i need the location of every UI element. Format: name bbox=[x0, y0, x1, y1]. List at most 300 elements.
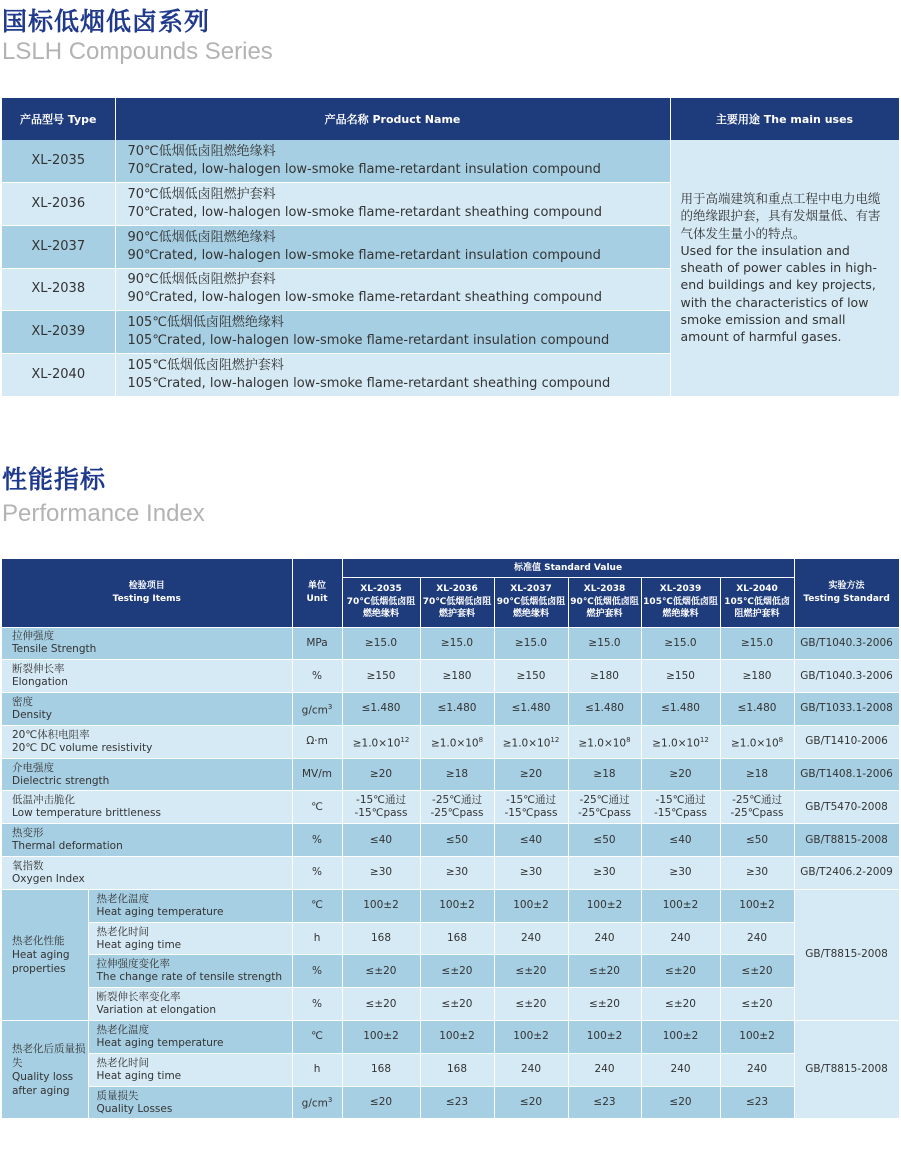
value-text: ≤20 bbox=[519, 1096, 543, 1109]
value-cell bbox=[420, 988, 494, 1021]
value-text: ≥1.0×10 bbox=[352, 737, 401, 750]
performance-row bbox=[2, 857, 899, 890]
value-cell bbox=[568, 922, 641, 955]
value-text: ≥18 bbox=[445, 768, 469, 781]
value-cell bbox=[494, 824, 568, 857]
value-cell bbox=[420, 627, 494, 660]
product-name bbox=[115, 311, 670, 354]
value-text: ≤±20 bbox=[589, 964, 620, 977]
value-cell bbox=[641, 758, 720, 791]
value-text: -25℃通过 bbox=[579, 794, 630, 807]
testing-item-cn: 氧指数 bbox=[12, 859, 44, 872]
value-text: ≤±20 bbox=[441, 964, 473, 977]
value-text: ≤20 bbox=[369, 1096, 393, 1109]
header-testing-items bbox=[2, 559, 292, 627]
testing-item bbox=[2, 725, 292, 758]
unit-cell bbox=[292, 889, 342, 922]
value-cell bbox=[568, 725, 641, 758]
value-text: 240 bbox=[670, 932, 691, 945]
testing-item-cn: 断裂伸长率 bbox=[12, 663, 65, 676]
unit-cell bbox=[292, 660, 342, 693]
value-cell bbox=[720, 1086, 794, 1119]
value-text: ≥30 bbox=[445, 866, 469, 879]
testing-subitem-en: The change rate of tensile strength bbox=[96, 971, 283, 984]
product-name-en: 70℃rated, low-halogen low-smoke flame-retardant sheathing compound bbox=[127, 205, 602, 221]
value-cell bbox=[342, 1021, 420, 1054]
value-text: ≤40 bbox=[669, 833, 692, 846]
value-cell bbox=[494, 1086, 568, 1119]
value-cell bbox=[568, 889, 641, 922]
value-cell bbox=[420, 725, 494, 758]
value-cell bbox=[641, 1053, 720, 1086]
performance-table bbox=[2, 559, 900, 1119]
value-cell bbox=[342, 725, 420, 758]
unit-text: MPa bbox=[306, 636, 328, 649]
value-text: 100±2 bbox=[662, 899, 699, 912]
group-label-cn: 热老化后质量损失 bbox=[12, 1042, 86, 1069]
value-cell bbox=[342, 791, 420, 824]
header-model-code: XL-2040 bbox=[736, 584, 778, 595]
testing-subitem bbox=[88, 1053, 292, 1086]
performance-row bbox=[2, 693, 899, 726]
value-text: 240 bbox=[670, 1063, 691, 1076]
testing-subitem-en: Variation at elongation bbox=[96, 1004, 216, 1017]
testing-subitem-en: Heat aging temperature bbox=[96, 1036, 224, 1049]
value-text: ≥15.0 bbox=[364, 636, 398, 649]
performance-row bbox=[2, 758, 899, 791]
value-cell bbox=[720, 857, 794, 890]
testing-subitem-cn: 热老化时间 bbox=[96, 1056, 149, 1069]
unit-cell bbox=[292, 988, 342, 1021]
value-text: ≥30 bbox=[593, 866, 616, 879]
testing-standard: GB/T2406.2-2009 bbox=[794, 857, 899, 890]
header-testing-standard-cn: 实验方法 bbox=[828, 581, 865, 592]
value-text: 100±2 bbox=[513, 1030, 549, 1043]
value-cell bbox=[641, 988, 720, 1021]
value-cell bbox=[342, 693, 420, 726]
value-cell bbox=[568, 988, 641, 1021]
product-type: XL-2039 bbox=[2, 311, 115, 354]
performance-title-en: Performance Index bbox=[2, 500, 205, 527]
value-cell bbox=[568, 660, 641, 693]
testing-subitem-cn: 热老化时间 bbox=[96, 925, 149, 938]
unit-superscript: 3 bbox=[327, 1096, 333, 1105]
testing-subitem-cn: 断裂伸长率变化率 bbox=[96, 991, 181, 1004]
value-text: ≥20 bbox=[369, 768, 393, 781]
value-cell bbox=[641, 955, 720, 988]
value-cell bbox=[342, 857, 420, 890]
value-cell bbox=[568, 693, 641, 726]
value-text: ≥15.0 bbox=[514, 636, 548, 649]
testing-item bbox=[2, 660, 292, 693]
value-cell bbox=[720, 889, 794, 922]
testing-item-en: Tensile Strength bbox=[12, 643, 97, 656]
header-model-desc: 105℃低烟低卤阻燃护套料 bbox=[724, 596, 790, 620]
performance-title-cn: 性能指标 bbox=[2, 465, 107, 494]
product-name bbox=[115, 268, 670, 311]
value-text: ≥20 bbox=[519, 768, 543, 781]
value-text: -15℃通过 bbox=[356, 794, 406, 807]
value-cell bbox=[420, 660, 494, 693]
value-text-en: -25℃pass bbox=[730, 807, 784, 820]
main-uses-en: Used for the insulation and sheath of power cables in high-end buildings and key projects, with the characteristics of low smoke emission and small amount of harmful gases. bbox=[680, 242, 877, 345]
value-text: ≥150 bbox=[366, 669, 396, 682]
value-text: ≥15.0 bbox=[740, 636, 774, 649]
unit-cell bbox=[292, 1086, 342, 1119]
value-text: ≥180 bbox=[442, 669, 472, 682]
testing-item-en: Oxygen Index bbox=[12, 872, 85, 885]
group-label bbox=[2, 1021, 88, 1119]
product-name-cn: 105℃低烟低卤阻燃绝缘料 bbox=[127, 315, 284, 331]
value-text: ≥1.0×10 bbox=[430, 737, 479, 750]
testing-item-cn: 低温冲击脆化 bbox=[12, 794, 75, 807]
value-text: ≤23 bbox=[745, 1096, 769, 1109]
value-text: ≤50 bbox=[593, 833, 616, 846]
product-name bbox=[115, 183, 670, 226]
testing-subitem-cn: 质量损失 bbox=[96, 1089, 139, 1102]
value-cell bbox=[641, 1086, 720, 1119]
value-cell bbox=[342, 824, 420, 857]
header-unit bbox=[292, 559, 342, 627]
testing-item-cn: 拉伸强度 bbox=[12, 630, 54, 643]
header-testing-items-en: Testing Items bbox=[112, 593, 181, 604]
section-title-cn: 国标低烟低卤系列 bbox=[2, 7, 211, 36]
header-unit-cn: 单位 bbox=[308, 581, 327, 592]
value-text: 240 bbox=[747, 932, 768, 945]
unit-text: % bbox=[312, 997, 322, 1010]
value-text: ≤±20 bbox=[365, 997, 397, 1010]
value-text: ≥18 bbox=[745, 768, 769, 781]
testing-item-en: Thermal deformation bbox=[12, 840, 123, 853]
header-type: 产品型号 Type bbox=[2, 98, 115, 140]
value-exponent: 12 bbox=[550, 735, 560, 744]
unit-text: h bbox=[313, 1063, 321, 1076]
value-cell bbox=[420, 1086, 494, 1119]
value-cell bbox=[494, 922, 568, 955]
value-text: ≤23 bbox=[593, 1096, 616, 1109]
product-type: XL-2037 bbox=[2, 225, 115, 268]
performance-group-row bbox=[2, 1086, 899, 1119]
value-cell bbox=[568, 1021, 641, 1054]
value-cell bbox=[720, 1021, 794, 1054]
value-text: 100±2 bbox=[363, 1030, 399, 1043]
performance-row bbox=[2, 627, 899, 660]
unit-cell bbox=[292, 725, 342, 758]
value-text: 100±2 bbox=[363, 899, 399, 912]
product-name-cn: 90℃低烟低卤阻燃护套料 bbox=[127, 272, 276, 288]
performance-group-row bbox=[2, 988, 899, 1021]
unit-text: % bbox=[312, 866, 322, 879]
value-cell bbox=[568, 824, 641, 857]
value-text: ≤1.480 bbox=[661, 702, 700, 715]
product-type: XL-2038 bbox=[2, 268, 115, 311]
performance-group-row bbox=[2, 889, 899, 922]
testing-item-en: Dielectric strength bbox=[12, 774, 110, 787]
value-text-en: -15℃pass bbox=[354, 807, 408, 820]
product-name bbox=[115, 225, 670, 268]
value-cell bbox=[720, 693, 794, 726]
value-cell bbox=[342, 922, 420, 955]
group-label-cn: 热老化性能 bbox=[12, 934, 65, 947]
value-cell bbox=[342, 988, 420, 1021]
value-cell bbox=[420, 857, 494, 890]
testing-item bbox=[2, 693, 292, 726]
value-cell bbox=[420, 922, 494, 955]
value-text: 100±2 bbox=[739, 1030, 775, 1043]
testing-standard: GB/T1040.3-2006 bbox=[794, 627, 899, 660]
value-cell bbox=[720, 988, 794, 1021]
testing-subitem-en: Heat aging time bbox=[96, 1069, 182, 1082]
unit-text: h bbox=[313, 932, 321, 945]
value-cell bbox=[494, 1021, 568, 1054]
header-model-code: XL-2038 bbox=[583, 584, 626, 595]
value-text: ≤50 bbox=[445, 833, 469, 846]
header-testing-standard-en: Testing Standard bbox=[803, 593, 890, 604]
testing-subitem-en: Heat aging time bbox=[96, 938, 182, 951]
value-text-en: -25℃pass bbox=[578, 807, 631, 820]
main-uses-cell bbox=[670, 140, 899, 396]
unit-text: % bbox=[312, 964, 322, 977]
value-text: 100±2 bbox=[586, 899, 623, 912]
value-text: ≥18 bbox=[593, 768, 616, 781]
testing-subitem-cn: 热老化温度 bbox=[96, 892, 149, 905]
testing-item bbox=[2, 857, 292, 890]
header-testing-items-cn: 检验项目 bbox=[128, 581, 165, 592]
product-name-en: 105℃rated, low-halogen low-smoke flame-retardant insulation compound bbox=[127, 333, 610, 349]
testing-standard: GB/T1033.1-2008 bbox=[794, 693, 899, 726]
value-exponent: 12 bbox=[699, 735, 709, 744]
main-uses-cn: 用于高端建筑和重点工程中电力电缆的绝缘跟护套，具有发烟量低、有害气体发生量小的特点。 bbox=[680, 190, 881, 241]
value-cell bbox=[342, 955, 420, 988]
testing-item bbox=[2, 627, 292, 660]
group-testing-standard: GB/T8815-2008 bbox=[794, 1021, 899, 1119]
value-text-en: -25℃pass bbox=[430, 807, 484, 820]
testing-standard: GB/T8815-2008 bbox=[794, 824, 899, 857]
value-text-en: -15℃pass bbox=[654, 807, 707, 820]
value-text: ≥1.0×10 bbox=[502, 737, 551, 750]
value-text: ≤20 bbox=[669, 1096, 692, 1109]
header-model-code: XL-2035 bbox=[360, 584, 402, 595]
value-cell bbox=[720, 1053, 794, 1086]
value-text: 100±2 bbox=[439, 899, 475, 912]
performance-group-row bbox=[2, 1053, 899, 1086]
unit-text: g/cm bbox=[301, 704, 328, 717]
value-text: -25℃通过 bbox=[732, 794, 783, 807]
header-model-desc: 105℃低烟低卤阻燃绝缘料 bbox=[643, 596, 718, 620]
value-cell bbox=[420, 791, 494, 824]
value-text: ≥150 bbox=[516, 669, 546, 682]
testing-subitem bbox=[88, 988, 292, 1021]
performance-group-row bbox=[2, 922, 899, 955]
value-cell bbox=[641, 660, 720, 693]
testing-item-en: Density bbox=[12, 708, 52, 721]
value-text: 240 bbox=[747, 1063, 768, 1076]
testing-standard: GB/T1410-2006 bbox=[794, 725, 899, 758]
value-text: ≤1.480 bbox=[585, 702, 624, 715]
product-name-en: 70℃rated, low-halogen low-smoke flame-retardant insulation compound bbox=[127, 162, 601, 178]
value-text: ≥180 bbox=[590, 669, 619, 682]
value-cell bbox=[420, 824, 494, 857]
testing-item-en: Low temperature brittleness bbox=[12, 807, 161, 820]
value-text: ≤±20 bbox=[441, 997, 473, 1010]
value-cell bbox=[494, 693, 568, 726]
unit-cell bbox=[292, 1053, 342, 1086]
header-standard-value: 标准值 Standard Value bbox=[342, 559, 794, 577]
value-text: 100±2 bbox=[439, 1030, 475, 1043]
value-cell bbox=[494, 857, 568, 890]
product-type: XL-2035 bbox=[2, 140, 115, 183]
product-row bbox=[2, 140, 899, 183]
testing-item-cn: 密度 bbox=[12, 695, 33, 708]
group-label bbox=[2, 889, 88, 1020]
value-text: ≤±20 bbox=[665, 964, 696, 977]
testing-standard: GB/T1408.1-2006 bbox=[794, 758, 899, 791]
value-text: 100±2 bbox=[513, 899, 549, 912]
unit-superscript: 3 bbox=[327, 702, 333, 711]
unit-cell bbox=[292, 955, 342, 988]
value-text: ≥150 bbox=[666, 669, 695, 682]
value-text: ≤±20 bbox=[741, 997, 773, 1010]
header-model-code: XL-2039 bbox=[659, 584, 702, 595]
header-model-desc: 70℃低烟低卤阻燃护套料 bbox=[422, 596, 492, 620]
value-cell bbox=[641, 791, 720, 824]
value-cell bbox=[342, 1086, 420, 1119]
testing-standard: GB/T5470-2008 bbox=[794, 791, 899, 824]
testing-standard: GB/T1040.3-2006 bbox=[794, 660, 899, 693]
value-text: ≥1.0×10 bbox=[652, 737, 700, 750]
value-text: 240 bbox=[520, 932, 542, 945]
product-name-cn: 70℃低烟低卤阻燃护套料 bbox=[127, 187, 276, 203]
value-exponent: 8 bbox=[778, 735, 784, 744]
value-cell bbox=[420, 693, 494, 726]
value-cell bbox=[494, 1053, 568, 1086]
value-text: ≤40 bbox=[519, 833, 543, 846]
value-text: ≤±20 bbox=[515, 997, 547, 1010]
value-cell bbox=[720, 955, 794, 988]
header-model-desc: 90℃低烟低卤阻燃护套料 bbox=[570, 596, 639, 620]
value-cell bbox=[568, 627, 641, 660]
unit-text: ℃ bbox=[311, 899, 323, 912]
testing-subitem bbox=[88, 889, 292, 922]
performance-row bbox=[2, 660, 899, 693]
value-cell bbox=[720, 627, 794, 660]
unit-cell bbox=[292, 758, 342, 791]
value-text: ≥30 bbox=[745, 866, 769, 879]
unit-cell bbox=[292, 1021, 342, 1054]
value-cell bbox=[494, 791, 568, 824]
value-text-en: -15℃pass bbox=[504, 807, 558, 820]
value-cell bbox=[494, 955, 568, 988]
header-testing-standard bbox=[794, 559, 899, 627]
value-text: 100±2 bbox=[662, 1030, 699, 1043]
value-exponent: 8 bbox=[478, 735, 484, 744]
value-text: ≥30 bbox=[519, 866, 543, 879]
product-name-en: 105℃rated, low-halogen low-smoke flame-retardant sheathing compound bbox=[127, 375, 611, 391]
performance-row bbox=[2, 725, 899, 758]
value-cell bbox=[494, 988, 568, 1021]
value-cell bbox=[641, 693, 720, 726]
header-model-code: XL-2037 bbox=[510, 584, 552, 595]
value-cell bbox=[568, 1053, 641, 1086]
unit-cell bbox=[292, 922, 342, 955]
value-cell bbox=[568, 955, 641, 988]
value-text: ≤±20 bbox=[365, 964, 397, 977]
testing-subitem-en: Quality Losses bbox=[96, 1102, 173, 1115]
product-name-en: 90℃rated, low-halogen low-smoke flame-retardant sheathing compound bbox=[127, 290, 602, 306]
section-title-en: LSLH Compounds Series bbox=[2, 38, 273, 65]
value-cell bbox=[568, 758, 641, 791]
testing-item-en: Elongation bbox=[12, 676, 68, 689]
value-cell bbox=[494, 889, 568, 922]
unit-cell bbox=[292, 627, 342, 660]
value-text: ≥30 bbox=[369, 866, 393, 879]
value-text: 240 bbox=[520, 1063, 542, 1076]
value-cell bbox=[494, 758, 568, 791]
value-text: 240 bbox=[594, 1063, 615, 1076]
value-exponent: 12 bbox=[400, 735, 410, 744]
value-cell bbox=[420, 955, 494, 988]
group-label-en: Heat aging properties bbox=[12, 948, 70, 975]
testing-subitem bbox=[88, 922, 292, 955]
unit-text: ℃ bbox=[311, 1030, 323, 1043]
value-text: ≤1.480 bbox=[361, 702, 401, 715]
header-model-column bbox=[342, 577, 420, 627]
products-table bbox=[2, 98, 900, 397]
product-name-cn: 70℃低烟低卤阻燃绝缘料 bbox=[127, 144, 276, 160]
header-product-name: 产品名称 Product Name bbox=[115, 98, 670, 140]
value-text: -15℃通过 bbox=[506, 794, 556, 807]
value-text: ≤±20 bbox=[515, 964, 547, 977]
value-text: ≥1.0×10 bbox=[730, 737, 779, 750]
unit-text: MV/m bbox=[302, 768, 333, 781]
product-type: XL-2040 bbox=[2, 353, 115, 396]
testing-item-cn: 热变形 bbox=[12, 827, 44, 840]
testing-item-en: 20℃ DC volume resistivity bbox=[12, 741, 153, 754]
value-cell bbox=[494, 660, 568, 693]
product-name-cn: 105℃低烟低卤阻燃护套料 bbox=[127, 357, 284, 373]
testing-item bbox=[2, 824, 292, 857]
value-cell bbox=[720, 824, 794, 857]
value-cell bbox=[641, 725, 720, 758]
unit-cell bbox=[292, 693, 342, 726]
testing-item bbox=[2, 758, 292, 791]
value-cell bbox=[420, 1021, 494, 1054]
value-cell bbox=[641, 824, 720, 857]
testing-subitem bbox=[88, 1086, 292, 1119]
value-text: ≤±20 bbox=[589, 997, 620, 1010]
group-label-en: Quality loss after aging bbox=[12, 1070, 74, 1097]
testing-item bbox=[2, 791, 292, 824]
value-cell bbox=[342, 627, 420, 660]
testing-subitem bbox=[88, 955, 292, 988]
value-cell bbox=[342, 1053, 420, 1086]
testing-item-cn: 20℃体积电阻率 bbox=[12, 728, 90, 741]
value-exponent: 8 bbox=[626, 735, 631, 744]
value-cell bbox=[720, 725, 794, 758]
value-cell bbox=[342, 758, 420, 791]
unit-cell bbox=[292, 824, 342, 857]
value-text: ≥1.0×10 bbox=[578, 737, 627, 750]
header-model-code: XL-2036 bbox=[436, 584, 478, 595]
value-cell bbox=[568, 857, 641, 890]
value-cell bbox=[720, 922, 794, 955]
value-text: ≤1.480 bbox=[737, 702, 777, 715]
value-text: ≤1.480 bbox=[511, 702, 551, 715]
value-cell bbox=[720, 758, 794, 791]
value-text: ≤±20 bbox=[665, 997, 696, 1010]
value-text: ≤1.480 bbox=[437, 702, 477, 715]
product-name-cn: 90℃低烟低卤阻燃绝缘料 bbox=[127, 229, 276, 245]
